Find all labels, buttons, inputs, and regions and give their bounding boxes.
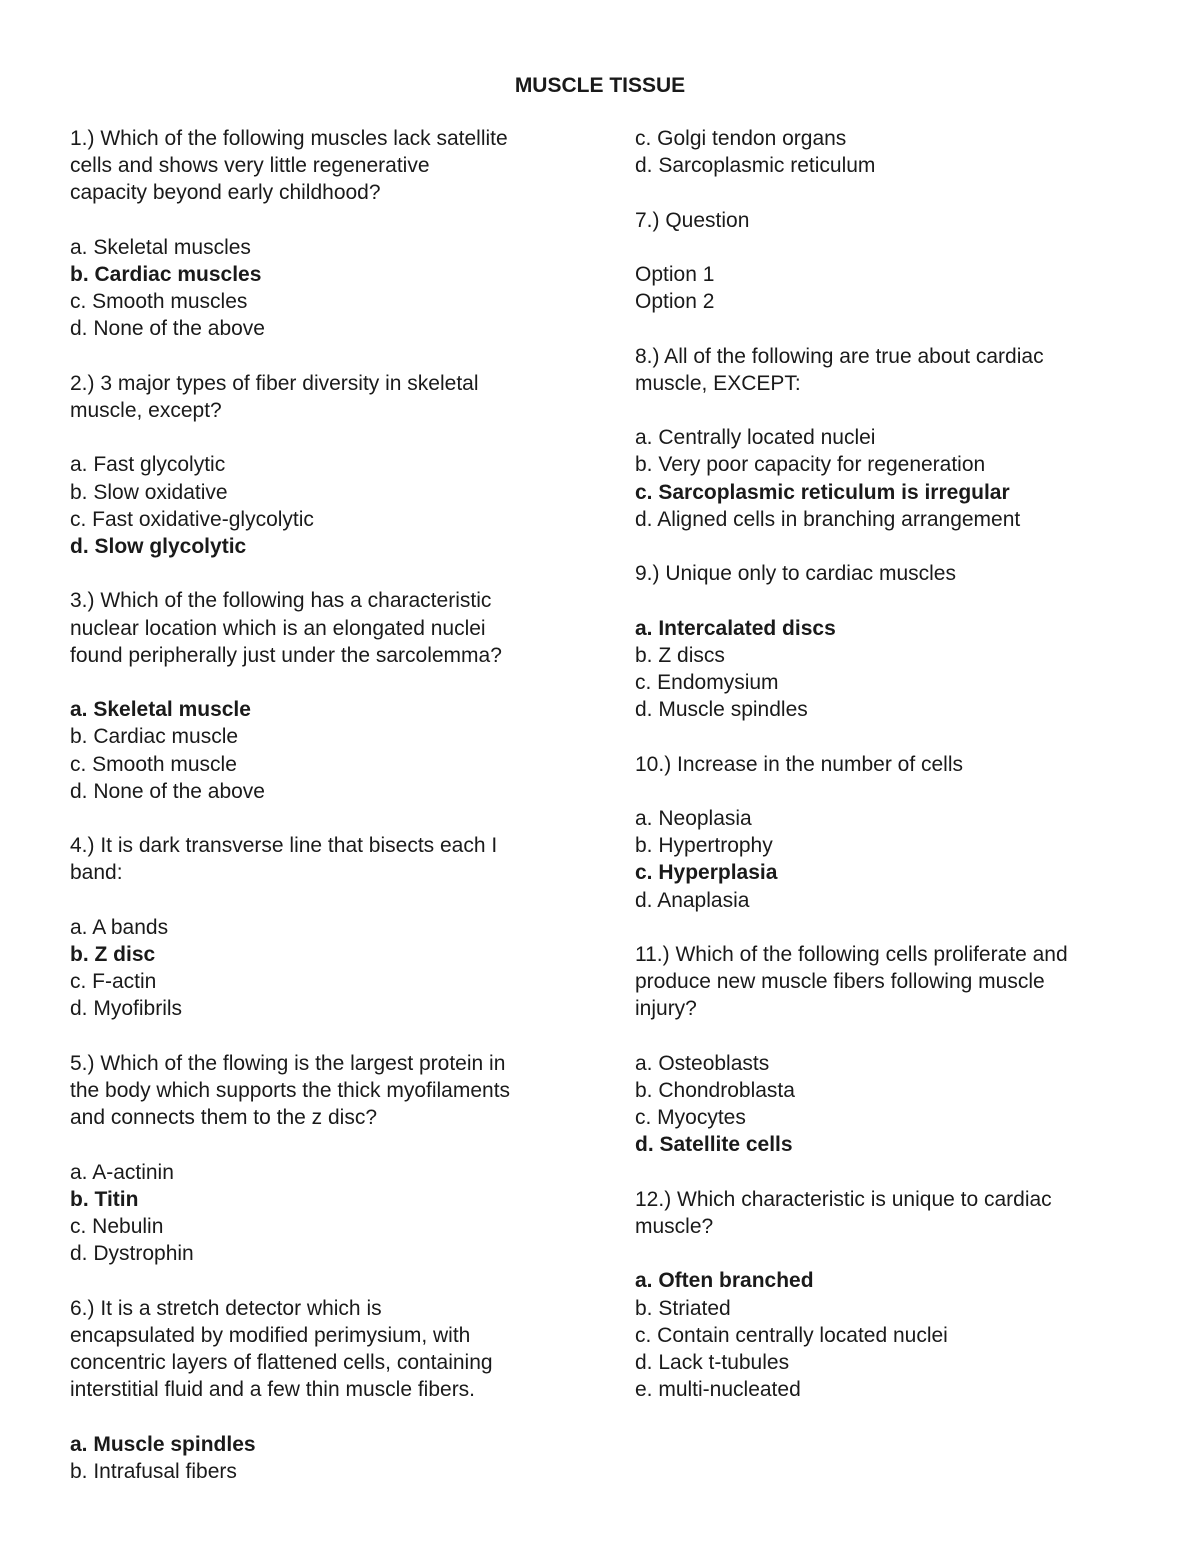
- text-line: a. Fast glycolytic: [70, 453, 226, 477]
- correct-answer-line: d. Slow glycolytic: [70, 535, 247, 558]
- blank-line: [635, 234, 1145, 261]
- correct-answer-line: b. Z disc: [70, 942, 156, 966]
- blank-line: [635, 1159, 1145, 1186]
- blank-line: [70, 887, 580, 914]
- text-line: 3.) Which of the following has a characteristic: [70, 589, 492, 613]
- blank-line: [635, 587, 1145, 614]
- text-line: b. Intrafusal fibers: [70, 1459, 237, 1483]
- text-line: nuclear location which is an elongated nuclei: [70, 616, 486, 640]
- left-column: [70, 125, 580, 1485]
- text-line: a. Neoplasia: [635, 806, 752, 830]
- text-line: d. Dystrophin: [70, 1242, 194, 1266]
- blank-line: [70, 669, 580, 696]
- text-line: b. Slow oxidative: [70, 480, 228, 504]
- text-line: b. Cardiac muscle: [70, 725, 239, 749]
- blank-line: [635, 1240, 1145, 1267]
- text-line: Option 2: [635, 290, 715, 314]
- text-line: a. A bands: [70, 915, 169, 939]
- blank-line: [70, 1403, 580, 1430]
- text-line: 5.) Which of the flowing is the largest protein in: [70, 1051, 506, 1075]
- text-line: b. Z discs: [635, 643, 725, 667]
- blank-line: [635, 397, 1145, 424]
- text-line: d. Aligned cells in branching arrangement: [635, 507, 1021, 531]
- text-line: c. Contain centrally located nuclei: [635, 1323, 948, 1347]
- text-line: b. Very poor capacity for regeneration: [635, 453, 986, 477]
- text-line: 12.) Which characteristic is unique to cardiac: [635, 1187, 1052, 1211]
- text-line: c. Nebulin: [70, 1214, 164, 1238]
- text-line: a. Centrally located nuclei: [635, 426, 876, 450]
- text-line: and connects them to the z disc?: [70, 1106, 378, 1130]
- text-line: the body which supports the thick myofilaments: [70, 1078, 511, 1102]
- text-line: b. Chondroblasta: [635, 1078, 795, 1102]
- text-line: c. Golgi tendon organs: [635, 127, 847, 150]
- text-line: Option 1: [635, 262, 715, 286]
- text-line: a. Osteoblasts: [635, 1051, 770, 1075]
- text-line: d. Anaplasia: [635, 888, 750, 912]
- text-line: d. Myofibrils: [70, 997, 183, 1021]
- blank-line: [70, 1131, 580, 1158]
- text-line: c. Endomysium: [635, 670, 779, 694]
- blank-line: [635, 533, 1145, 560]
- text-line: a. A-actinin: [70, 1160, 174, 1184]
- correct-answer-line: a. Often branched: [635, 1269, 814, 1293]
- text-line: c. Smooth muscle: [70, 752, 237, 776]
- text-line: 1.) Which of the following muscles lack satellite: [70, 127, 508, 150]
- correct-answer-line: c. Hyperplasia: [635, 861, 778, 885]
- text-line: b. Striated: [635, 1296, 731, 1320]
- blank-line: [70, 424, 580, 451]
- text-line: d. Muscle spindles: [635, 698, 808, 722]
- correct-answer-line: a. Muscle spindles: [70, 1432, 256, 1456]
- correct-answer-line: a. Skeletal muscle: [70, 698, 251, 722]
- blank-line: [635, 315, 1145, 342]
- text-line: 11.) Which of the following cells proliferate and: [635, 942, 1068, 966]
- text-line: 7.) Question: [635, 208, 750, 232]
- blank-line: [70, 1267, 580, 1294]
- correct-answer-line: a. Intercalated discs: [635, 616, 836, 640]
- text-line: c. Smooth muscles: [70, 290, 248, 314]
- page-title: MUSCLE TISSUE: [514, 74, 686, 97]
- text-line: injury?: [635, 997, 697, 1021]
- text-line: e. multi-nucleated: [635, 1378, 801, 1402]
- text-line: 6.) It is a stretch detector which is: [70, 1296, 382, 1320]
- text-line: encapsulated by modified perimysium, with: [70, 1323, 471, 1347]
- text-line: d. Lack t-tubules: [635, 1350, 790, 1374]
- text-line: c. F-actin: [70, 970, 157, 994]
- correct-answer-line: b. Cardiac muscles: [70, 263, 262, 286]
- text-line: a. Skeletal muscles: [70, 235, 251, 259]
- text-line: d. Sarcoplasmic reticulum: [635, 154, 876, 178]
- text-line: interstitial fluid and a few thin muscle fibers.: [70, 1378, 476, 1402]
- blank-line: [635, 914, 1145, 941]
- text-line: 10.) Increase in the number of cells: [635, 752, 964, 776]
- correct-answer-line: c. Sarcoplasmic reticulum is irregular: [635, 480, 1010, 504]
- blank-line: [635, 179, 1145, 206]
- blank-line: [70, 560, 580, 587]
- text-line: 9.) Unique only to cardiac muscles: [635, 562, 956, 586]
- text-line: c. Myocytes: [635, 1106, 746, 1130]
- text-line: muscle, except?: [70, 399, 222, 422]
- text-line: muscle, EXCEPT:: [635, 371, 801, 395]
- blank-line: [70, 343, 580, 370]
- blank-line: [635, 723, 1145, 750]
- blank-line: [70, 1023, 580, 1050]
- text-line: 8.) All of the following are true about cardiac: [635, 344, 1044, 368]
- right-column: [635, 125, 1145, 1403]
- blank-line: [635, 1023, 1145, 1050]
- text-line: muscle?: [635, 1214, 714, 1238]
- correct-answer-line: d. Satellite cells: [635, 1133, 793, 1157]
- text-line: cells and shows very little regenerative: [70, 154, 430, 178]
- text-line: concentric layers of flattened cells, containing: [70, 1350, 493, 1374]
- text-line: c. Fast oxidative-glycolytic: [70, 507, 314, 531]
- text-line: b. Hypertrophy: [635, 834, 773, 858]
- text-line: capacity beyond early childhood?: [70, 181, 381, 205]
- correct-answer-line: b. Titin: [70, 1187, 139, 1211]
- blank-line: [70, 805, 580, 832]
- text-line: produce new muscle fibers following muscle: [635, 970, 1045, 994]
- text-line: 4.) It is dark transverse line that bisects each I: [70, 834, 498, 858]
- text-line: d. None of the above: [70, 779, 265, 803]
- text-line: d. None of the above: [70, 317, 265, 341]
- blank-line: [635, 778, 1145, 805]
- text-line: band:: [70, 861, 123, 885]
- text-line: 2.) 3 major types of fiber diversity in skeletal: [70, 371, 479, 395]
- blank-line: [70, 207, 580, 234]
- text-line: found peripherally just under the sarcolemma?: [70, 643, 502, 667]
